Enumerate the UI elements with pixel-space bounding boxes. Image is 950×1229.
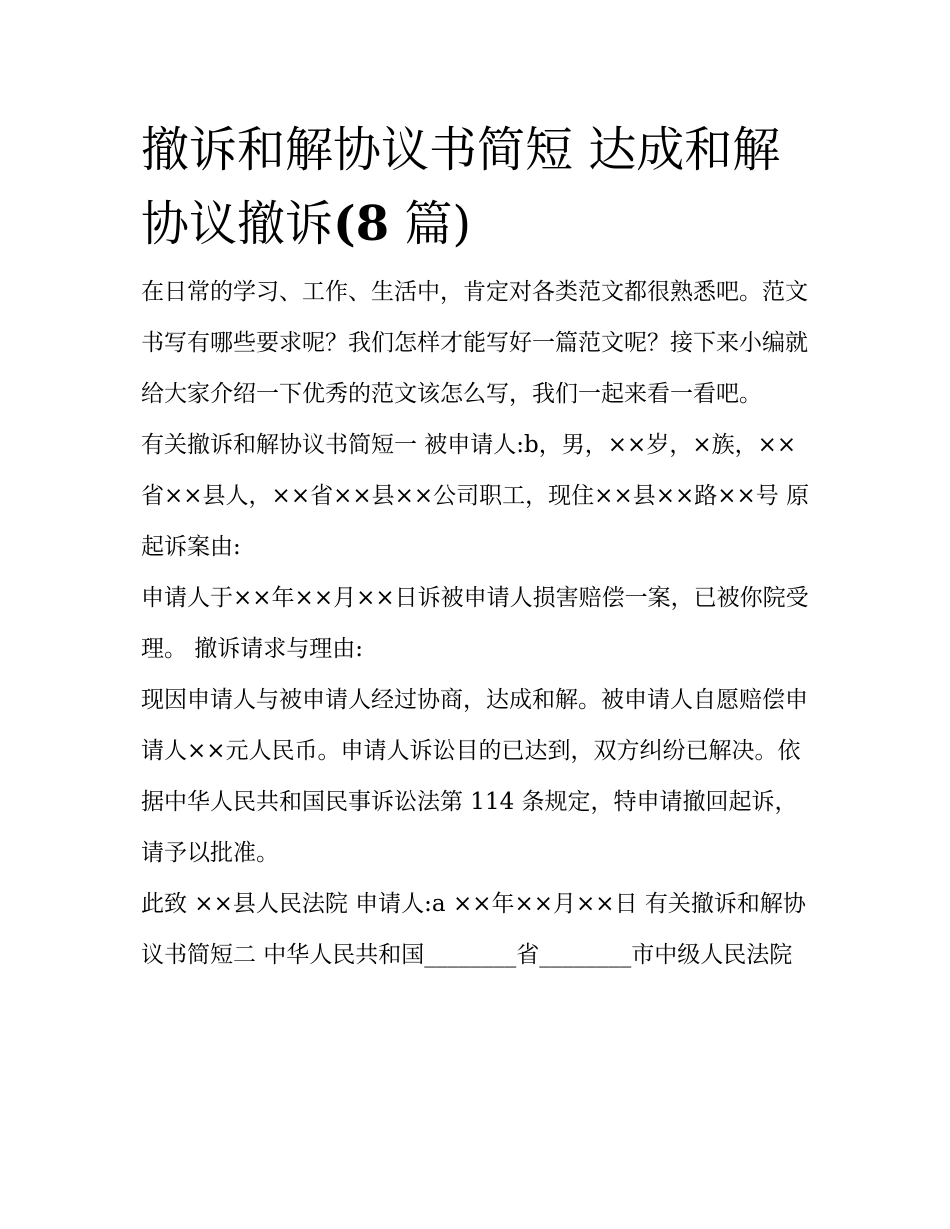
case-paragraph: 申请人于××年××月××日诉被申请人损害赔偿一案，已被你院受理。 撤诉请求与理由: [141,585,809,662]
title-count: (8 [333,196,390,252]
document-page [141,113,813,981]
intro-paragraph: 在日常的学习、工作、生活中，肯定对各类范文都很熟悉吧。范文书写有哪些要求呢？我们怎样才能写好一篇范文呢？接下来小编就给大家介绍一下优秀的范文该怎么写，我们一起来看一看吧。 [141,279,808,407]
reason-paragraph: 现因申请人与被申请人经过协商，达成和解。被申请人自愿赔偿申请人××元人民币。申请人诉讼目的已达到，双方纠纷已解决。依据中华人民共和国民事诉讼法第 114 条规定，特申请撤回起诉，请予以批准。 [141,687,808,866]
closing-paragraph: 此致 ××县人民法院 申请人:a ××年××月××日 有关撤诉和解协议书简短二 中华人民共和国________省________市中级人民法院 [141,891,806,968]
title-line-1: 撤诉和解协议书简短 达成和解 [141,122,781,178]
respondent-paragraph: 有关撤诉和解协议书简短一 被申请人:b，男，××岁，×族，××省××县人，××省××县××公司职工，现住××县××路××号 原起诉案由: [141,432,810,560]
document-title [141,113,813,261]
title-line-2-suffix: 篇) [389,196,472,252]
title-line-2-prefix: 协议撤诉 [141,196,334,252]
